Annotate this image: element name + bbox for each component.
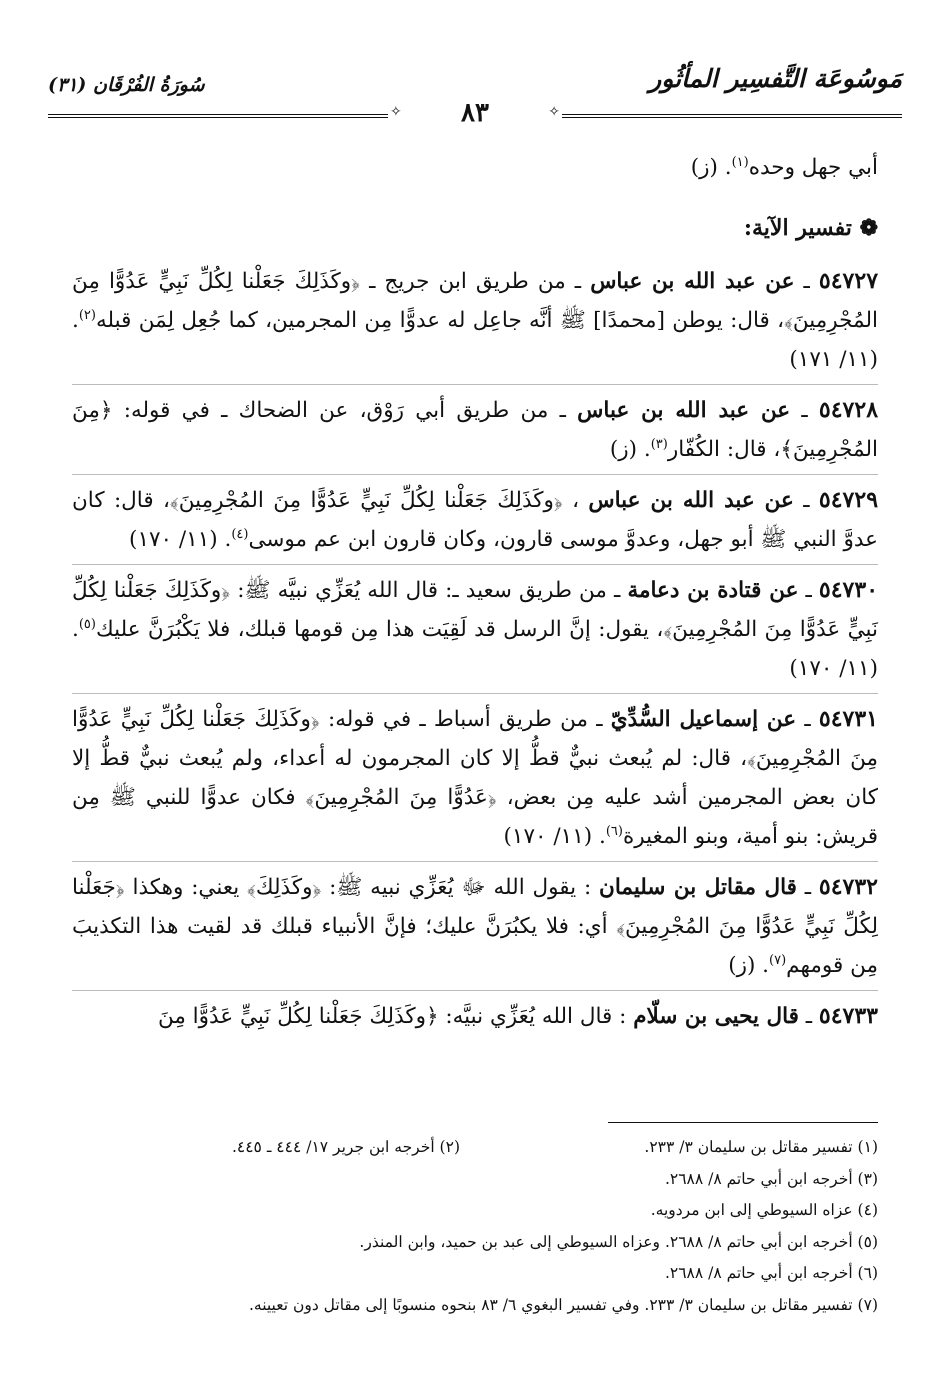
series-title: مَوسُوعَة التَّفسِير المأثُور <box>649 64 902 93</box>
footnote-7: (٧) تفسير مقاتل بن سليمان ٣/ ٢٣٣. وفي تفسير البغوي ٦/ ٨٣ بنحوه منسوبًا إلى مقاتل دون تعيينه. <box>248 1295 878 1314</box>
entry-text: : يقول الله ﷻ يُعَزِّي نبيه ﷺ: ﴿وكَذَلِكَ﴾ يعني: وهكذا ﴿جَعَلْنا لِكُلِّ نَبِيٍّ عَدُوًّا مِنَ المُجْرِمِينَ﴾ أي: فلا يكبُرَنَّ عليك؛ فإنَّ الأنبياء قبلك قد لقيت هذا التكذيبَ مِن قومهم <box>72 875 878 978</box>
entry-text: : قال الله يُعَزِّي نبيَّه: ﴿وكَذَلِكَ جَعَلْنا لِكُلِّ نَبِيٍّ عَدُوًّا مِنَ <box>157 1004 627 1029</box>
footnote-marker: (١) <box>731 154 749 170</box>
footnote-marker: (٤) <box>231 526 249 542</box>
narration-entry: ٥٤٧٣٠ ـ عن قتادة بن دعامة ـ من طريق سعيد ـ: قال الله يُعَزِّي نبيَّه ﷺ: ﴿وكَذَلِكَ جَعَلْنا لِكُلِّ نَبِيٍّ عَدُوًّا مِنَ المُجْرِمِينَ﴾، يقول: إنَّ الرسل قد لَقِيَت هذا مِن قومها قبلك، فلا يَكْبُرَنَّ عليك$^{(٥)}$. (١١/ ١٧٠) <box>72 565 878 694</box>
entry-text: ، ﴿وكَذَلِكَ جَعَلْنا لِكُلِّ نَبِيٍّ عَدُوًّا مِنَ المُجْرِمِينَ﴾، قال: كان عدوَّ النبي ﷺ أبو جهل، وعدوَّ موسى قارون، وكان قارون ابن عم موسى <box>72 488 878 552</box>
entry-number: ٥٤٧٢٧ <box>818 268 879 294</box>
narrator-name: عن عبد الله بن عباس <box>590 269 795 294</box>
narrator-name: عن قتادة بن دعامة <box>627 578 799 603</box>
narrator-name: عن عبد الله بن عباس <box>588 488 794 513</box>
footnote-row <box>72 1132 878 1164</box>
entry-number: ٥٤٧٣٢ <box>818 874 878 900</box>
narration-entry: ٥٤٧٣٢ ـ قال مقاتل بن سليمان : يقول الله ﷻ يُعَزِّي نبيه ﷺ: ﴿وكَذَلِكَ﴾ يعني: وهكذا ﴿جَعَلْنا لِكُلِّ نَبِيٍّ عَدُوًّا مِنَ المُجْرِمِينَ﴾ أي: فلا يكبُرَنَّ عليك؛ فإنَّ الأنبياء قبلك قد لقيت هذا التكذيبَ مِن قومهم$^{(٧)}$. (ز) <box>72 862 878 991</box>
continuation-line: أبي جهل وحده$^{(١)}$. (ز) <box>690 154 878 180</box>
running-header <box>48 58 902 128</box>
page-number: ٨٣ <box>461 98 489 128</box>
entry-number: ٥٤٧٣١ <box>818 706 878 732</box>
footnote-6: (٦) أخرجه ابن أبي حاتم ٨/ ٢٦٨٨. <box>664 1264 878 1282</box>
footnote-marker: (٥) <box>78 616 96 632</box>
narration-entry: ٥٤٧٢٨ ـ عن عبد الله بن عباس ـ من طريق أبي رَوْق، عن الضحاك ـ في قوله: ﴿مِنَ المُجْرِمِينَ﴾، قال: الكُفّار$^{(٣)}$. (ز) <box>72 385 878 475</box>
entry-number: ٥٤٧٢٨ <box>818 397 879 423</box>
narration-entry: ٥٤٧٣٣ ـ قال يحيى بن سلّام : قال الله يُعَزِّي نبيَّه: ﴿وكَذَلِكَ جَعَلْنا لِكُلِّ نَبِيٍّ عَدُوًّا مِنَ <box>157 1003 878 1029</box>
footnote-marker: (٢) <box>78 307 96 323</box>
volume-reference: . (١١/ ١٧٠) <box>72 617 878 681</box>
volume-reference: . (ز) <box>609 437 651 462</box>
footnote-marker: (٣) <box>650 436 668 452</box>
ornament-icon: ✧ <box>390 104 402 120</box>
entry-text: ـ من طريق أسباط ـ في قوله: ﴿وكَذَلِكَ جَعَلْنا لِكُلِّ نَبِيٍّ عَدُوًّا مِنَ المُجْرِمِينَ﴾، قال: لم يُبعث نبيٌّ قطُّ إلا كان المجرمون له أعداء، ولم يُبعث نبيٌّ قطُّ إلا كان بعض المجرمين أشد عليه مِن بعض، ﴿عَدُوًّا مِنَ المُجْرِمِينَ﴾ فكان عدوًّا للنبي ﷺ مِن قريش: بنو أمية، وبنو المغيرة <box>72 707 878 849</box>
footnote-2: (٢) أخرجه ابن جرير ١٧/ ٤٤٤ ـ ٤٤٥. <box>231 1138 460 1156</box>
narration-entry: ٥٤٧٢٧ ـ عن عبد الله بن عباس ـ من طريق ابن جريج ـ ﴿وكَذَلِكَ جَعَلْنا لِكُلِّ نَبِيٍّ عَدُوًّا مِنَ المُجْرِمِينَ﴾، قال: يوطن [محمدًا] ﷺ أنَّه جاعِل له عدوًّا مِن المجرمين، كما جُعِل لِمَن قبله$^{(٢)}$. (١١/ ١٧١) <box>72 256 878 385</box>
volume-reference: . (١١/ ١٧٠) <box>503 824 606 849</box>
entry-text: ـ من طريق أبي رَوْق، عن الضحاك ـ في قوله: ﴿مِنَ المُجْرِمِينَ﴾، قال: الكُفّار <box>72 398 878 462</box>
volume-reference: . (١١/ ١٧١) <box>72 308 878 372</box>
ornament-icon: ✧ <box>548 104 560 120</box>
entry-number: ٥٤٧٢٩ <box>818 487 879 513</box>
entry-number: ٥٤٧٣٠ <box>818 577 879 603</box>
entry-text: ـ من طريق سعيد ـ: قال الله يُعَزِّي نبيَّه ﷺ: ﴿وكَذَلِكَ جَعَلْنا لِكُلِّ نَبِيٍّ عَدُوًّا مِنَ المُجْرِمِينَ﴾، يقول: إنَّ الرسل قد لَقِيَت هذا مِن قومها قبلك، فلا يَكْبُرَنَّ عليك <box>72 578 878 642</box>
flower-ornament-icon: ❁ <box>859 215 878 241</box>
footnote-4: (٤) عزاه السيوطي إلى ابن مردويه. <box>650 1201 878 1219</box>
narrator-name: عن إسماعيل السُّدِّيّ <box>610 707 797 732</box>
surah-title: سُورَةُ الفُرْقَان (٣١) <box>48 74 205 96</box>
footnotes <box>72 1132 878 1321</box>
section-heading: ❁ تفسير الآية: <box>743 215 878 241</box>
footnote-5: (٥) أخرجه ابن أبي حاتم ٨/ ٢٦٨٨. وعزاه السيوطي إلى عبد بن حميد، وابن المنذر. <box>359 1232 878 1251</box>
narration-entry: ٥٤٧٣١ ـ عن إسماعيل السُّدِّيّ ـ من طريق أسباط ـ في قوله: ﴿وكَذَلِكَ جَعَلْنا لِكُلِّ نَبِيٍّ عَدُوًّا مِنَ المُجْرِمِينَ﴾، قال: لم يُبعث نبيٌّ قطُّ إلا كان المجرمون له أعداء، ولم يُبعث نبيٌّ قطُّ إلا كان بعض المجرمين أشد عليه مِن بعض، ﴿عَدُوًّا مِنَ المُجْرِمِينَ﴾ فكان عدوًّا للنبي ﷺ مِن قريش: بنو أمية، وبنو المغيرة$^{(٦)}$. (١١/ ١٧٠) <box>72 694 878 862</box>
narrations-list <box>72 256 878 1041</box>
narrator-name: قال يحيى بن سلّام <box>633 1004 799 1029</box>
page-body <box>72 148 878 1041</box>
entry-number: ٥٤٧٣٣ <box>818 1003 878 1029</box>
narration-entry: ٥٤٧٢٩ ـ عن عبد الله بن عباس ، ﴿وكَذَلِكَ جَعَلْنا لِكُلِّ نَبِيٍّ عَدُوًّا مِنَ المُجْرِمِينَ﴾، قال: كان عدوَّ النبي ﷺ أبو جهل، وعدوَّ موسى قارون، وكان قارون ابن عم موسى$^{(٤)}$. (١١/ ١٧٠) <box>72 475 878 565</box>
footnote-marker: (٧) <box>769 952 787 968</box>
footnote-separator <box>608 1122 878 1123</box>
narrator-name: قال مقاتل بن سليمان <box>599 875 797 900</box>
entry-text: ـ من طريق ابن جريج ـ ﴿وكَذَلِكَ جَعَلْنا لِكُلِّ نَبِيٍّ عَدُوًّا مِنَ المُجْرِمِينَ﴾، قال: يوطن [محمدًا] ﷺ أنَّه جاعِل له عدوًّا مِن المجرمين، كما جُعِل لِمَن قبله <box>72 269 878 333</box>
narrator-name: عن عبد الله بن عباس <box>577 398 791 423</box>
footnote-1: (١) تفسير مقاتل بن سليمان ٣/ ٢٣٣. <box>644 1138 878 1156</box>
footnote-3: (٣) أخرجه ابن أبي حاتم ٨/ ٢٦٨٨. <box>664 1169 878 1188</box>
footnote-marker: (٦) <box>605 823 623 839</box>
volume-reference: . (١١/ ١٧٠) <box>129 527 232 552</box>
volume-reference: . (ز) <box>728 953 770 978</box>
